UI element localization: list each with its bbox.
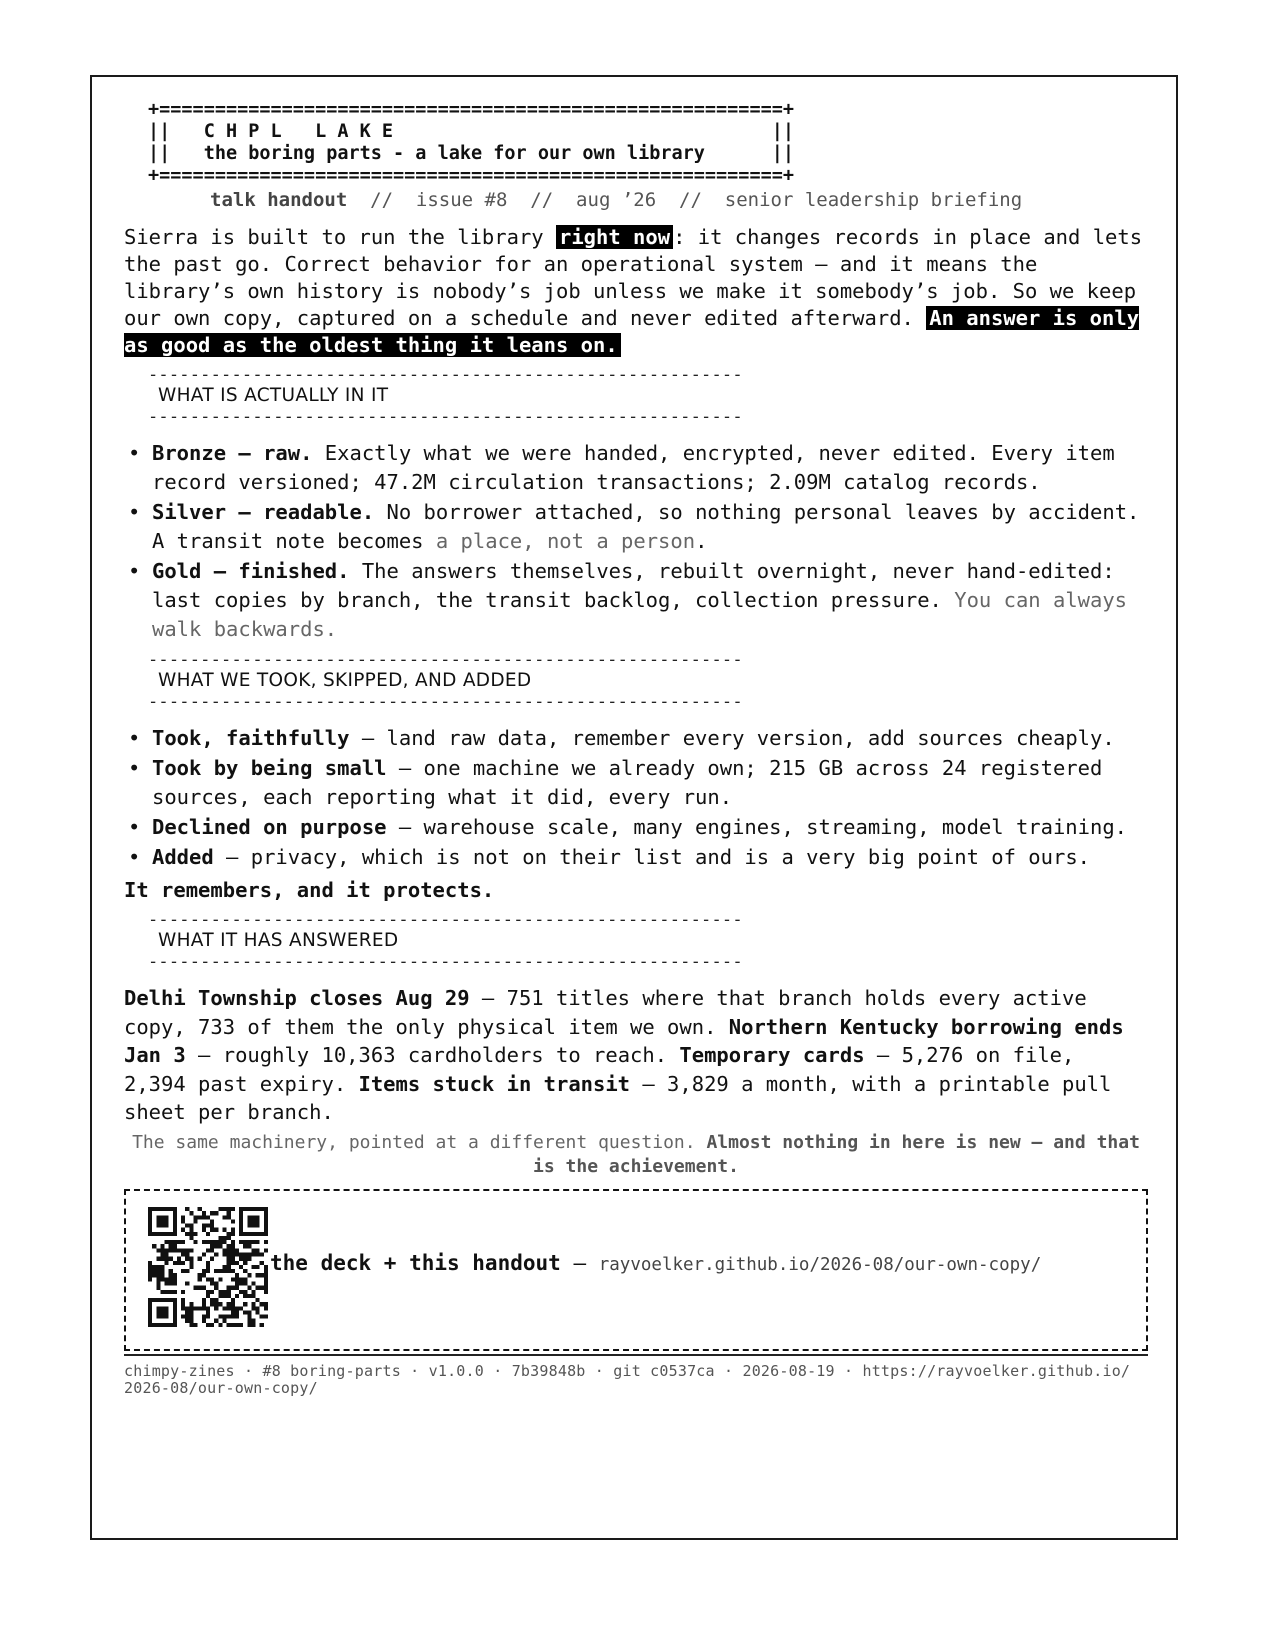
coda-text: The same machinery, pointed at a different question. bbox=[132, 1131, 707, 1153]
section-header bbox=[148, 365, 1148, 427]
list-item: • Added — privacy, which is not on their list and is a very big point of ours. bbox=[128, 845, 1091, 869]
list-item: • Silver — readable. No borrower attached, so nothing personal leaves by accident. A transit note becomes a place, not a person. bbox=[128, 500, 1140, 553]
item-text: — warehouse scale, many engines, streaming, model training. bbox=[386, 815, 1128, 839]
deck-link[interactable]: rayvoelker.github.io/2026-08/our-own-copy/ bbox=[598, 1254, 1042, 1275]
item-lead: Gold — finished. bbox=[152, 559, 350, 583]
list-item: • Took by being small — one machine we already own; 215 GB across 24 registered sources, each reporting what it did, every run. bbox=[128, 756, 1103, 809]
issue-subhead bbox=[210, 189, 1148, 211]
dash-rule: --------------------------------------------------------- bbox=[148, 650, 743, 670]
section-header bbox=[148, 910, 1148, 972]
item-lead: Added bbox=[152, 845, 214, 869]
list-item: • Gold — finished. The answers themselves, rebuilt overnight, never hand-edited: last copies by branch, the transit backlog, collection pressure. You can always walk backwards. bbox=[128, 559, 1128, 641]
zine-content bbox=[124, 99, 1148, 1397]
answer-lead: Temporary cards bbox=[679, 1043, 865, 1067]
dash-rule: --------------------------------------------------------- bbox=[148, 407, 743, 427]
answer-text: — 751 titles where that branch holds every active copy, 733 of them the only physical item we own. bbox=[124, 986, 1087, 1039]
item-lead: Took by being small bbox=[152, 756, 387, 780]
item-text: No borrower attached, so nothing personal leaves by accident. A transit note becomes bbox=[152, 500, 1140, 553]
item-text: Exactly what we were handed, encrypted, never edited. Every item record versioned; 47.2M circulation transactions; 2.09M catalog records. bbox=[152, 441, 1115, 494]
dash-rule: --------------------------------------------------------- bbox=[148, 910, 743, 930]
section-title: WHAT IT HAS ANSWERED bbox=[158, 930, 399, 951]
intro-text: Sierra is built to run the library bbox=[124, 225, 556, 249]
intro-highlight: An answer is only as good as the oldest thing it leans on. bbox=[124, 306, 1140, 357]
colophon: chimpy-zines · #8 boring-parts · v1.0.0 · 7b39848b · git c0537ca · 2026-08-19 · https://rayvoelker.github.io/ 2026-08/our-own-copy/ bbox=[124, 1361, 1131, 1397]
answer-lead: Items stuck in transit bbox=[358, 1071, 631, 1096]
subhead-meta: // issue #8 // aug ’26 // senior leadership briefing bbox=[347, 189, 1023, 211]
answer-text: — 3,829 a month, with a printable pull sheet per branch. bbox=[124, 1071, 1112, 1124]
answer-text: — 5,276 on file, 2,394 past expiry. bbox=[124, 1043, 1075, 1096]
banner-title: || C H P L L A K E || bbox=[148, 121, 795, 142]
list-item: • Declined on purpose — warehouse scale, many engines, streaming, model training. bbox=[128, 815, 1128, 839]
subhead-label: talk handout bbox=[210, 189, 348, 211]
item-text: The answers themselves, rebuilt overnight, never hand-edited: last copies by branch, the transit backlog, collection pressure. bbox=[152, 559, 1115, 612]
section-title: WHAT WE TOOK, SKIPPED, AND ADDED bbox=[158, 670, 532, 691]
answer-lead: Northern Kentucky borrowing ends Jan 3 bbox=[124, 1014, 1124, 1067]
layer-list bbox=[124, 439, 1148, 644]
coda-note bbox=[124, 1131, 1148, 1179]
item-text: . bbox=[695, 529, 708, 553]
item-aside: You can always walk backwards. bbox=[152, 588, 1128, 641]
answer-lead: Delhi Township closes Aug 29 bbox=[124, 986, 470, 1010]
answer-text: — roughly 10,363 cardholders to reach. bbox=[185, 1043, 680, 1067]
dash-rule: --------------------------------------------------------- bbox=[148, 692, 743, 712]
dash-rule: --------------------------------------------------------- bbox=[148, 365, 743, 385]
item-text: — one machine we already own; 215 GB across 24 registered sources, each reporting what it did, every run. bbox=[152, 756, 1103, 809]
qr-label: the deck + this handout bbox=[270, 1250, 561, 1275]
qr-callout-box bbox=[124, 1189, 1148, 1351]
section-title: WHAT IS ACTUALLY IN IT bbox=[158, 385, 389, 406]
qr-separator: — bbox=[560, 1250, 599, 1275]
item-text: — land raw data, remember every version, add sources cheaply. bbox=[349, 726, 1115, 750]
answered-paragraph bbox=[124, 984, 1148, 1127]
zine-page-frame bbox=[90, 75, 1178, 1540]
intro-highlight: right now bbox=[556, 225, 673, 249]
dash-rule: --------------------------------------------------------- bbox=[148, 952, 743, 972]
banner-line: +========================================================+ bbox=[148, 165, 795, 186]
item-lead: Silver — readable. bbox=[152, 500, 375, 524]
footer-rule bbox=[124, 1354, 1148, 1356]
banner-subtitle: || the boring parts - a lake for our own library || bbox=[148, 143, 795, 164]
list-item: • Took, faithfully — land raw data, remember every version, add sources cheaply. bbox=[128, 726, 1115, 750]
item-lead: Took, faithfully bbox=[152, 726, 350, 750]
intro-paragraph bbox=[124, 224, 1148, 359]
item-lead: Bronze — raw. bbox=[152, 441, 313, 465]
list-item: • Bronze — raw. Exactly what we were handed, encrypted, never edited. Every item record versioned; 47.2M circulation transactions; 2.09M catalog records. bbox=[128, 441, 1115, 494]
coda-emphasis: Almost nothing in here is new — and that is the achievement. bbox=[533, 1131, 1140, 1177]
ascii-banner bbox=[148, 99, 1148, 187]
closing-statement: It remembers, and it protects. bbox=[124, 878, 495, 902]
banner-line: +========================================================+ bbox=[148, 99, 795, 120]
item-text: — privacy, which is not on their list and is a very big point of ours. bbox=[213, 845, 1091, 869]
qr-code-icon[interactable] bbox=[148, 1207, 268, 1327]
section-header bbox=[148, 650, 1148, 712]
item-aside: a place, not a person bbox=[435, 529, 696, 553]
intro-text: : it changes records in place and lets the past go. Correct behavior for an operational system — and it means the library’s own history is nobody’s job unless we make it somebody’s job. So we keep our own copy, captured on a schedule and never edited afterward. bbox=[124, 225, 1143, 330]
tradeoff-list bbox=[124, 724, 1148, 872]
qr-caption bbox=[270, 1251, 1041, 1275]
item-lead: Declined on purpose bbox=[152, 815, 387, 839]
